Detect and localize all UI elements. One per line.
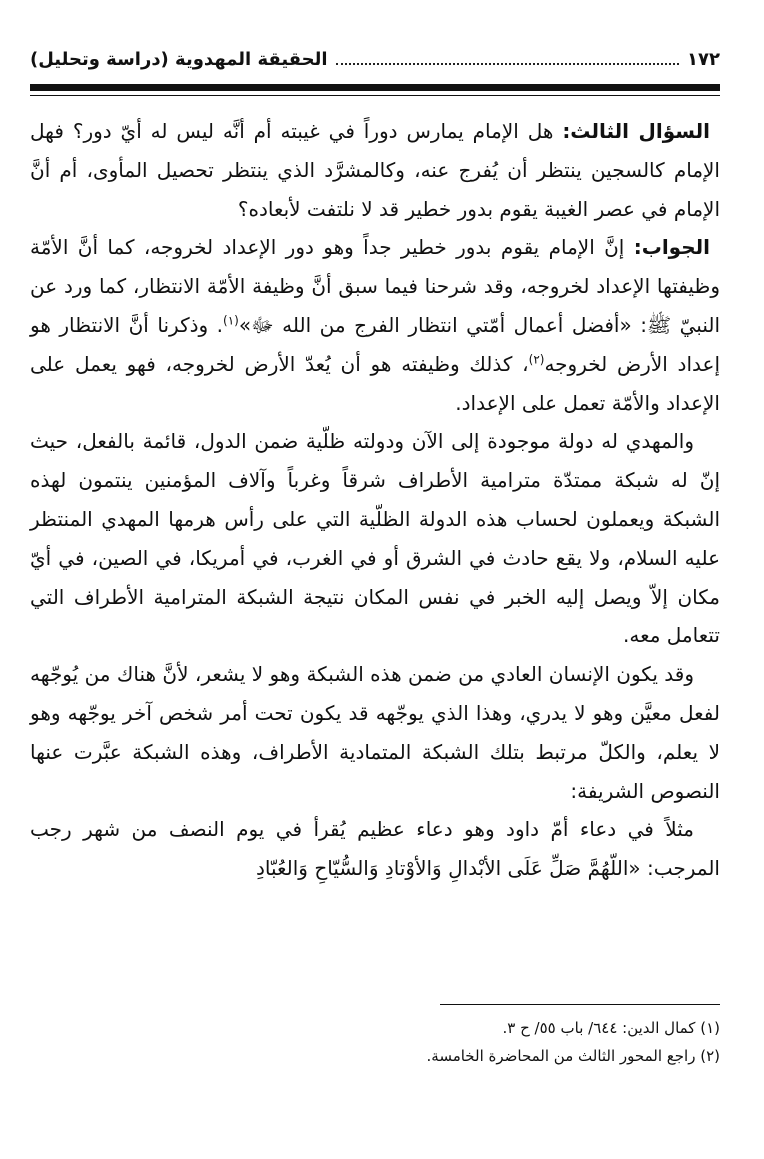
answer-text-part-1: إنَّ الإمام يقوم بدور خطير جداً وهو دور الإعداد لخروجه، كما أنَّ الأمّة وظيفتها الإعداد لخروجه، وقد شرحنا فيما سبق أنَّ وظيفة الأمّة الانتظار، كما ورد عن النبيّ ﷺ: «أفضل أعمال أمّتي انتظار الفرج من الله ﷻ» <box>30 235 720 337</box>
question-label: السؤال الثالث: <box>562 119 710 143</box>
answer-text-part-2: . وذكرنا أنَّ الانتظار هو إعداد الأرض لخروجه <box>30 312 721 376</box>
header-rule-thick <box>30 84 720 91</box>
answer-text-part-3: ، كذلك وظيفته هو أن يُعدّ الأرض لخروجه، فهو يعمل على الإعداد والأمّة تعمل على الإعداد. <box>30 351 720 415</box>
body-text <box>30 112 720 888</box>
dotted-leader <box>336 63 679 65</box>
paragraph-network: وقد يكون الإنسان العادي من ضمن هذه الشبكة وهو لا يشعر، لأنَّ هناك من يُوجّهه لفعل معيَّن وهو لا يدري، وهذا الذي يوجّهه قد يكون تحت أمر شخص آخر يوجّهه وهو لا يعلم، والكلّ مرتبط بتلك الشبكة المتمادية الأطراف، وهذه الشبكة عبَّرت عنها النصوص الشريفة: <box>30 662 720 803</box>
header-rule-thin <box>30 95 720 96</box>
footnotes <box>30 1014 720 1070</box>
page-number: ١٧٢ <box>687 48 720 70</box>
footnote-1: (١) كمال الدين: ٦٤٤/ باب ٥٥/ ح ٣. <box>502 1019 720 1037</box>
footnote-ref-2: (٢) <box>528 352 545 367</box>
answer-label: الجواب: <box>633 235 710 260</box>
question-paragraph <box>30 112 720 228</box>
footnote-2: (٢) راجع المحور الثالث من المحاضرة الخامسة. <box>426 1047 720 1065</box>
footnote-separator <box>440 1004 720 1005</box>
question-text: هل الإمام يمارس دوراً في غيبته أم أنَّه ليس له أيّ دور؟ فهل الإمام كالسجين ينتظر أن يُفرج عنه، وكالمشرَّد الذي ينتظر تحصيل المأوى، أم أنَّ الإمام في عصر الغيبة يقوم بدور خطير قد لا نلتفت لأبعاده؟ <box>30 119 720 221</box>
answer-paragraph <box>30 228 720 422</box>
running-header <box>30 44 720 74</box>
paragraph-dua-example: مثلاً في دعاء أمّ داود وهو دعاء عظيم يُقرأ في يوم النصف من شهر رجب المرجب: «اللّهُمَّ صَلِّ عَلَى الأبْدالِ وَالأوْتادِ وَالسُّيّاحِ وَالعُبّادِ <box>30 817 720 881</box>
book-title: الحقيقة المهدوية (دراسة وتحليل) <box>30 48 328 70</box>
footnote-ref-1: (١) <box>223 313 239 328</box>
paragraph-mahdi-state: والمهدي له دولة موجودة إلى الآن ودولته ظلّية ضمن الدول، قائمة بالفعل، حيث إنّ له شبكة ممتدّة مترامية الأطراف شرقاً وغرباً وآلاف المؤمنين ينتمون لهذه الشبكة ويعملون لحساب هذه الدولة الظلّية التي على رأس هرمها المهدي المنتظر عليه السلام، ولا يقع حادث في الشرق أو في الغرب، في أمريكا، في الصين، في أيّ مكان إلاّ ويصل إليه الخبر في نفس المكان نتيجة الشبكة المترامية الأطراف التي تتعامل معه. <box>30 429 720 648</box>
